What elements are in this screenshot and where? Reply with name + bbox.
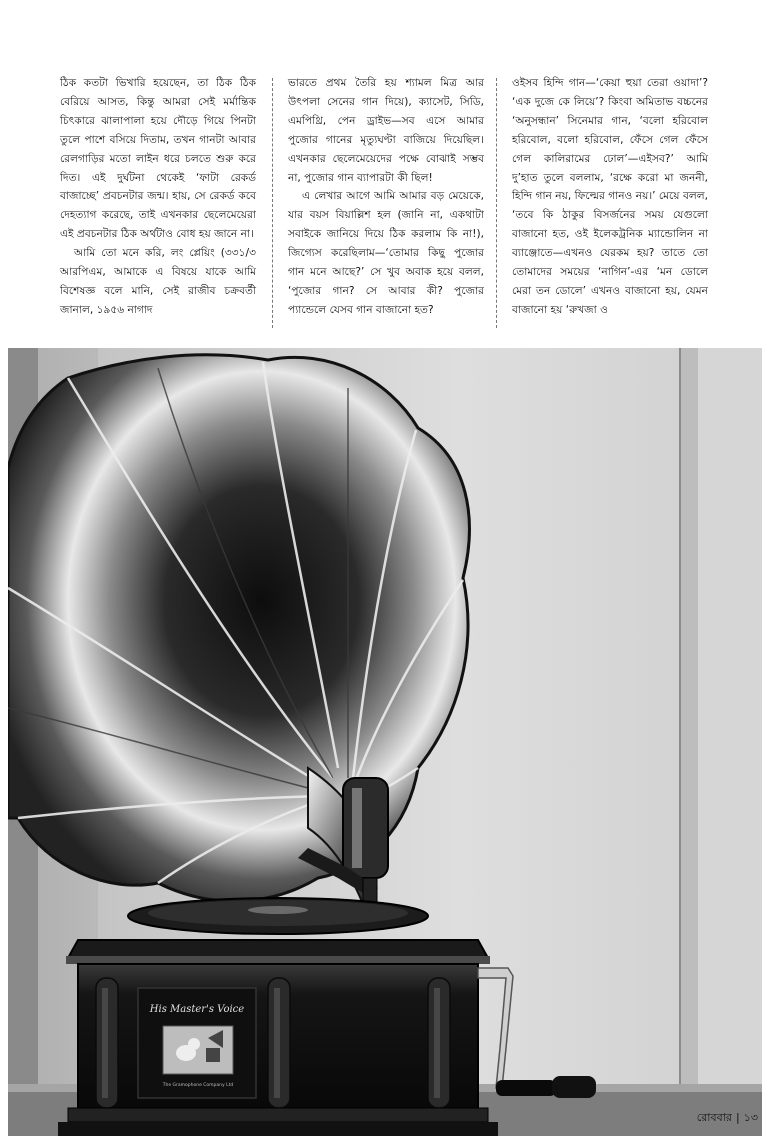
- paragraph: ঠিক কতটা ভিখারি হয়েছেন, তা ঠিক ঠিক বেরিয়ে আসত, কিন্তু আমরা সেই মর্মান্তিক চিৎকারে ঝালাপালা হয়ে দৌড়ে গিয়ে পিনটা তুলে পাশে বসিয়ে দিতাম, তখন গানটা আবার রেলগাড়ির মতো লাইন ধরে চলতে শুরু করে দিত। এই দুর্ঘটনা থেকেই ‘ফাটা রেকর্ড বাজাচ্ছে’ প্রবচনটার জন্ম। হায়, সে রেকর্ড কবে দেহত্যাগ করেছে, তাই এখনকার ছেলেমেয়েরা এই প্রবচনটার ঠিক অর্থটাও বোধ হয় জানে না।: [60, 77, 256, 241]
- page-footer: [697, 1109, 758, 1128]
- paragraph: ভারতে প্রথম তৈরি হয় শ্যামল মিত্র আর উৎপলা সেনের গান দিয়ে), ক্যাসেট, সিডি, এমপিথ্রি, পেন ড্রাইভ—সব এসে আমার পুজোর গানের মৃত্যুঘণ্টা বাজিয়ে দিয়েছিল। এখনকার ছেলেমেয়েদের পক্ষে বোঝাই সম্ভব না, পুজোর গান ব্যাপারটা কী ছিল!: [288, 77, 484, 184]
- column-divider: [496, 78, 498, 328]
- brand-label: His Master's Voice: [149, 1004, 245, 1015]
- footer-separator: |: [735, 1111, 740, 1124]
- article-column-2: [288, 74, 484, 320]
- small-label: The Gramophone Company Ltd: [162, 1083, 234, 1088]
- section-name: রোববার: [696, 1111, 732, 1124]
- paragraph: এ লেখার আগে আমি আমার বড় মেয়েকে, যার বয়স বিয়াল্লিশ হল (জানি না, একথাটা সবাইকে জানিয়ে দিয়ে ঠিক করলাম কি না!), জিগ্যেস করেছিলাম—‘তোমার কিছু পুজোর গান মনে আছে?’ সে খুব অবাক হয়ে বলল, ‘পুজোর গান? সে আবার কী? পুজোর প্যান্ডেলে যেসব গান বাজানো হত?: [288, 190, 484, 316]
- article-column-3: [512, 74, 708, 320]
- article-column-1: [60, 74, 256, 320]
- gramophone-photo: [8, 348, 762, 1136]
- article-columns: [60, 74, 720, 330]
- page-number: ১৩: [743, 1111, 758, 1124]
- column-divider: [272, 78, 274, 328]
- paragraph: আমি তো মনে করি, লং প্লেয়িং (৩৩১/৩ আরপিএম, আমাকে এ বিষয়ে যাকে আমি বিশেষজ্ঞ বলে মানি, সেই রাজীব চক্রবর্তী জানাল, ১৯৫৬ নাগাদ: [60, 247, 256, 316]
- paragraph: ওইসব হিন্দি গান—‘কেয়া হুয়া তেরা ওয়াদা’? ‘এক দুজে কে লিয়ে’? কিংবা অমিতাভ বচ্চনের ‘অনুসন্ধান’ সিনেমার গান, ‘বলো হরিবোল হরিবোল, বলো হরিবোল, ফেঁসে গেল ফেঁসে গেল কালিরামের ঢোল’—এইসব?’ আমি দু’হাত তুলে বললাম, ‘রক্ষে করো মা জননী, হিন্দি গান নয়, ফিল্মের গানও নয়।’ মেয়ে বলল, ‘তবে কি ঠাকুর বিসর্জনের সময় যেগুলো বাজানো হত, ওই ইলেকট্রনিক ম্যান্ডোলিন না ব্যাঞ্জোতে—এখনও যেরকম হয়? তাতে তো তোমাদের সময়ের ‘নাগিন’-এর ‘মন ডোলে মেরা তন ডোলে’ এখনও বাজানো হয়, যেমন বাজানো হয় ‘রুখজা ও: [512, 77, 708, 316]
